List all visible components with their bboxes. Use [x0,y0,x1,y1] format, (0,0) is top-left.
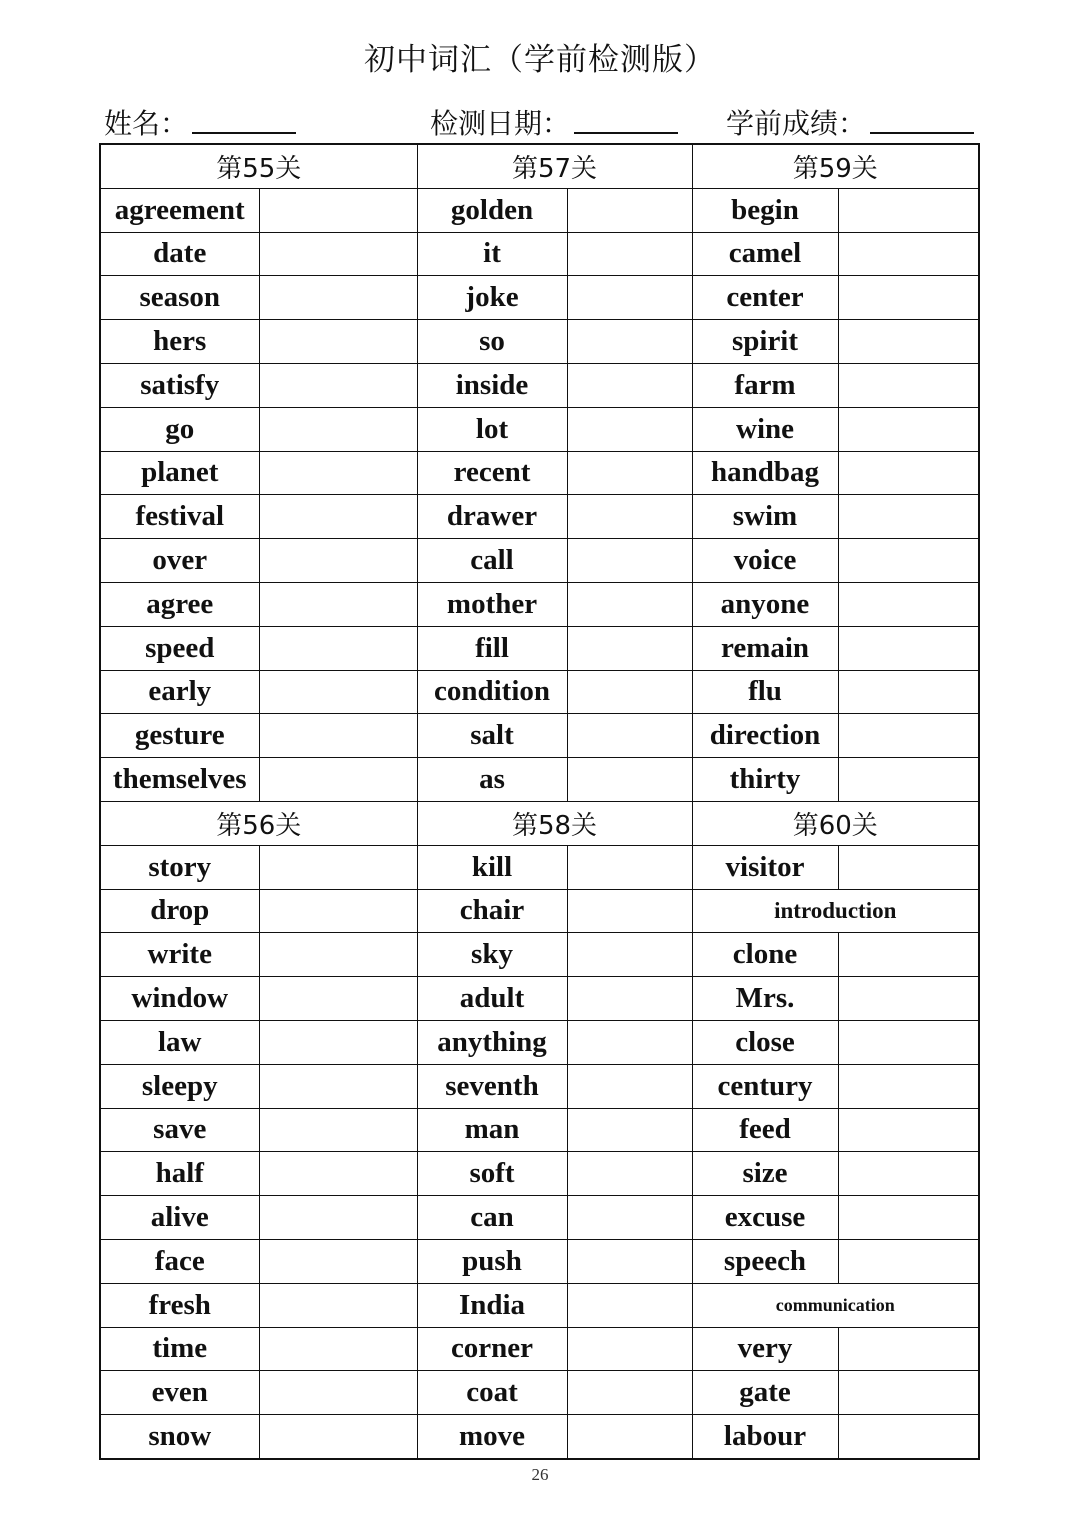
vocab-word: feed [692,1108,838,1152]
word-row [100,407,979,451]
vocab-word: handbag [692,451,838,495]
answer-cell[interactable] [567,714,692,758]
answer-cell[interactable] [259,626,417,670]
answer-cell[interactable] [838,714,979,758]
word-row [100,1020,979,1064]
vocab-word: remain [692,626,838,670]
vocab-word: season [100,276,259,320]
answer-cell[interactable] [567,363,692,407]
page-number: 26 [531,1465,549,1484]
word-row [100,320,979,364]
vocab-word: swim [692,495,838,539]
vocab-word: sky [417,933,567,977]
vocab-word: salt [417,714,567,758]
vocab-word: lot [417,407,567,451]
answer-cell[interactable] [259,232,417,276]
answer-cell[interactable] [838,977,979,1021]
vocab-word: festival [100,495,259,539]
answer-cell[interactable] [838,1196,979,1240]
vocab-word: alive [100,1196,259,1240]
vocab-word: sleepy [100,1064,259,1108]
answer-cell[interactable] [567,451,692,495]
answer-cell[interactable] [567,582,692,626]
vocab-word: man [417,1108,567,1152]
word-row [100,276,979,320]
word-row [100,363,979,407]
vocab-word: drawer [417,495,567,539]
vocab-word: half [100,1152,259,1196]
vocab-word: agree [100,582,259,626]
vocab-word: snow [100,1415,259,1459]
answer-cell[interactable] [259,1196,417,1240]
vocab-word: chair [417,889,567,933]
vocab-word: hers [100,320,259,364]
answer-cell[interactable] [838,276,979,320]
word-row [100,1196,979,1240]
answer-cell[interactable] [838,188,979,232]
vocab-word: can [417,1196,567,1240]
vocab-word: kill [417,845,567,889]
answer-cell[interactable] [567,320,692,364]
word-row [100,539,979,583]
test-date-field [430,104,678,144]
answer-cell[interactable] [259,1327,417,1371]
vocab-word: communication [692,1283,979,1327]
vocab-word: law [100,1020,259,1064]
answer-cell[interactable] [838,670,979,714]
answer-cell[interactable] [259,1283,417,1327]
answer-cell[interactable] [838,1064,979,1108]
answer-cell[interactable] [567,276,692,320]
answer-cell[interactable] [259,495,417,539]
word-row [100,758,979,802]
answer-cell[interactable] [259,1415,417,1459]
vocab-word: inside [417,363,567,407]
answer-cell[interactable] [567,1152,692,1196]
vocab-word: satisfy [100,363,259,407]
answer-cell[interactable] [259,320,417,364]
answer-cell[interactable] [567,1064,692,1108]
answer-cell[interactable] [567,889,692,933]
answer-cell[interactable] [567,845,692,889]
answer-cell[interactable] [259,977,417,1021]
vocab-word: recent [417,451,567,495]
vocab-word: call [417,539,567,583]
answer-cell[interactable] [259,539,417,583]
level-header: 第58关 [417,801,692,845]
vocab-word: window [100,977,259,1021]
vocab-word: voice [692,539,838,583]
vocab-word: clone [692,933,838,977]
vocab-word: adult [417,977,567,1021]
answer-cell[interactable] [838,407,979,451]
vocab-word: golden [417,188,567,232]
word-row [100,670,979,714]
answer-cell[interactable] [838,582,979,626]
vocab-word: introduction [692,889,979,933]
answer-cell[interactable] [259,1064,417,1108]
answer-cell[interactable] [838,1415,979,1459]
answer-cell[interactable] [259,363,417,407]
level-header: 第57关 [417,144,692,188]
pre-score-blank[interactable] [870,132,974,134]
answer-cell[interactable] [259,1239,417,1283]
vocab-word: visitor [692,845,838,889]
word-row [100,626,979,670]
vocab-word: speed [100,626,259,670]
answer-cell[interactable] [567,495,692,539]
vocab-word: so [417,320,567,364]
vocab-word: mother [417,582,567,626]
word-row [100,1064,979,1108]
word-row [100,714,979,758]
vocab-word: century [692,1064,838,1108]
answer-cell[interactable] [567,1108,692,1152]
answer-cell[interactable] [838,1020,979,1064]
vocab-word: India [417,1283,567,1327]
answer-cell[interactable] [838,1327,979,1371]
word-row [100,451,979,495]
vocab-word: Mrs. [692,977,838,1021]
word-row [100,933,979,977]
word-row [100,845,979,889]
answer-cell[interactable] [838,1371,979,1415]
vocab-word: gate [692,1371,838,1415]
answer-cell[interactable] [567,1196,692,1240]
answer-cell[interactable] [259,1020,417,1064]
answer-cell[interactable] [259,1371,417,1415]
word-row [100,1371,979,1415]
vocab-word: over [100,539,259,583]
vocab-word: condition [417,670,567,714]
word-row [100,1415,979,1459]
answer-cell[interactable] [567,232,692,276]
vocab-word: corner [417,1327,567,1371]
word-row [100,1327,979,1371]
answer-cell[interactable] [567,670,692,714]
level-header: 第56关 [100,801,417,845]
vocab-word: begin [692,188,838,232]
answer-cell[interactable] [567,1371,692,1415]
answer-cell[interactable] [838,320,979,364]
vocab-word: anyone [692,582,838,626]
answer-cell[interactable] [838,1108,979,1152]
answer-cell[interactable] [567,539,692,583]
answer-cell[interactable] [838,758,979,802]
level-header: 第59关 [692,144,979,188]
vocab-word: early [100,670,259,714]
vocab-word: fresh [100,1283,259,1327]
vocab-word: very [692,1327,838,1371]
pre-score-field [726,104,974,144]
vocab-word: farm [692,363,838,407]
answer-cell[interactable] [259,188,417,232]
vocab-word: push [417,1239,567,1283]
vocab-word: date [100,232,259,276]
vocab-word: wine [692,407,838,451]
answer-cell[interactable] [259,670,417,714]
vocab-word: excuse [692,1196,838,1240]
vocab-word: labour [692,1415,838,1459]
answer-cell[interactable] [567,1020,692,1064]
vocab-word: story [100,845,259,889]
vocab-word: spirit [692,320,838,364]
vocab-word: seventh [417,1064,567,1108]
word-row [100,582,979,626]
answer-cell[interactable] [259,276,417,320]
test-date-label: 检测日期： [430,107,571,140]
answer-cell[interactable] [567,758,692,802]
vocab-word: face [100,1239,259,1283]
answer-cell[interactable] [838,626,979,670]
test-date-blank[interactable] [574,132,678,134]
answer-cell[interactable] [259,889,417,933]
answer-cell[interactable] [259,1152,417,1196]
vocab-word: flu [692,670,838,714]
answer-cell[interactable] [567,1327,692,1371]
answer-cell[interactable] [259,407,417,451]
name-field [104,104,296,144]
answer-cell[interactable] [838,933,979,977]
answer-cell[interactable] [567,1283,692,1327]
vocab-word: save [100,1108,259,1152]
answer-cell[interactable] [259,582,417,626]
name-blank[interactable] [192,132,296,134]
answer-cell[interactable] [838,1239,979,1283]
answer-cell[interactable] [259,714,417,758]
vocab-word: time [100,1327,259,1371]
vocab-word: gesture [100,714,259,758]
word-row [100,1108,979,1152]
vocab-word: soft [417,1152,567,1196]
vocab-word: camel [692,232,838,276]
level-header: 第60关 [692,801,979,845]
answer-cell[interactable] [567,1239,692,1283]
answer-cell[interactable] [567,626,692,670]
vocab-word: go [100,407,259,451]
vocab-word: agreement [100,188,259,232]
vocab-word: anything [417,1020,567,1064]
vocab-word: even [100,1371,259,1415]
pre-score-label: 学前成绩： [726,107,867,140]
answer-cell[interactable] [838,363,979,407]
vocab-word: speech [692,1239,838,1283]
word-row [100,188,979,232]
answer-cell[interactable] [567,977,692,1021]
page-title: 初中词汇（学前检测版） [364,42,716,78]
vocab-word: themselves [100,758,259,802]
vocab-word: fill [417,626,567,670]
level-header: 第55关 [100,144,417,188]
word-row [100,232,979,276]
answer-cell[interactable] [838,1152,979,1196]
vocab-word: as [417,758,567,802]
name-label: 姓名： [104,107,189,140]
level-header-row [100,801,979,845]
answer-cell[interactable] [567,933,692,977]
word-row [100,977,979,1021]
answer-cell[interactable] [838,539,979,583]
answer-cell[interactable] [838,495,979,539]
vocab-word: size [692,1152,838,1196]
vocab-word: drop [100,889,259,933]
vocab-word: center [692,276,838,320]
vocab-word: thirty [692,758,838,802]
vocabulary-table [99,143,980,1460]
vocab-word: it [417,232,567,276]
vocab-word: planet [100,451,259,495]
answer-cell[interactable] [567,1415,692,1459]
answer-cell[interactable] [838,845,979,889]
vocab-word: write [100,933,259,977]
word-row [100,1239,979,1283]
answer-cell[interactable] [259,1108,417,1152]
answer-cell[interactable] [259,845,417,889]
vocab-word: close [692,1020,838,1064]
answer-cell[interactable] [567,188,692,232]
answer-cell[interactable] [838,451,979,495]
answer-cell[interactable] [259,758,417,802]
answer-cell[interactable] [567,407,692,451]
vocab-word: direction [692,714,838,758]
vocab-word: move [417,1415,567,1459]
level-header-row [100,144,979,188]
word-row [100,889,979,933]
word-row [100,495,979,539]
vocab-word: joke [417,276,567,320]
word-row [100,1283,979,1327]
answer-cell[interactable] [838,232,979,276]
answer-cell[interactable] [259,933,417,977]
word-row [100,1152,979,1196]
answer-cell[interactable] [259,451,417,495]
vocab-word: coat [417,1371,567,1415]
